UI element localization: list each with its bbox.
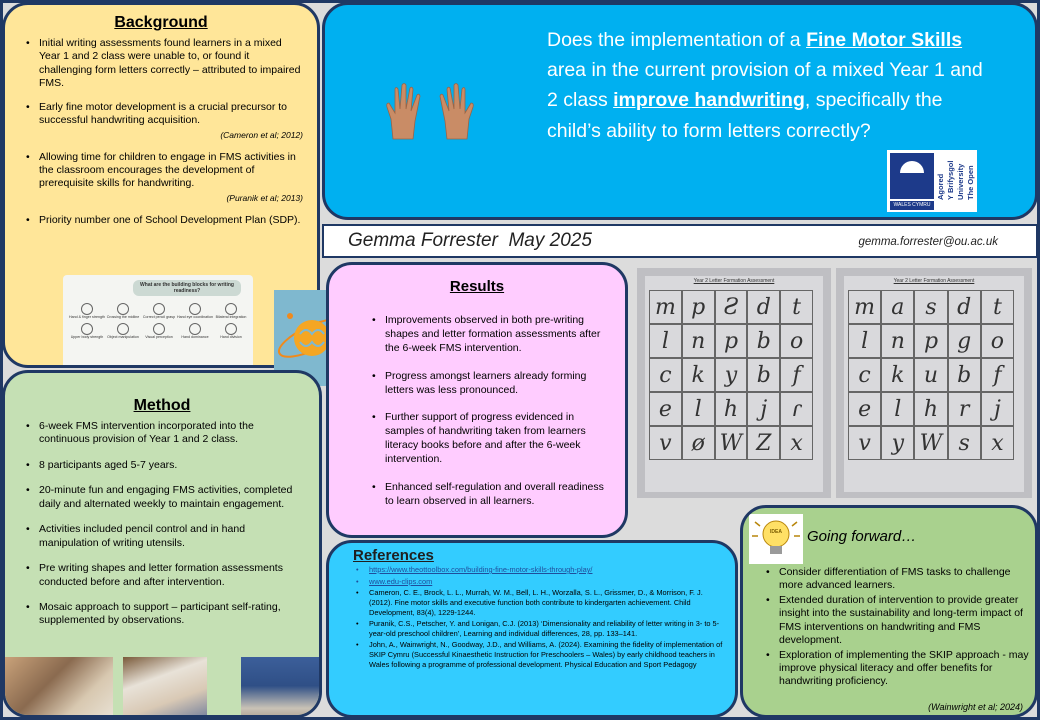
hands-image [385,81,475,141]
references-title: References [353,547,434,564]
letter-cell: m [649,290,682,324]
research-question: Does the implementation of a Fine Motor Skills area in the current provision of a mixed Year 1 and 2 class improve handwriting, specifically the child’s ability to form letters correctly? [547,29,983,142]
writing-readiness-infographic [63,275,253,368]
reference-link[interactable]: • https://www.theottoolbox.com/building-fine-motor-skills-through-play/ [353,565,723,575]
letter-cell: l [682,392,715,426]
letter-cell: j [747,392,780,426]
letter-cell: b [747,358,780,392]
letter-cell: f [981,358,1014,392]
letter-cell: l [881,392,914,426]
letter-cell: f [780,358,813,392]
method-list [5,420,319,628]
handwriting-sample-after [836,268,1032,498]
letter-cell: c [649,358,682,392]
citation-puranik: (Puranik et al; 2013) [226,192,303,203]
infographic-title: What are the building blocks for writing readiness? [133,280,241,296]
letter-cell: o [780,324,813,358]
letter-cell: p [682,290,715,324]
reference-item: • Puranik, C.S., Petscher, Y. and Lonigan, C.J. (2013) ‘Dimensionality and reliability of letter writing in 3- to 5-year-old preschool children’, Learning and individual differences, 28, pp. 133–141. [353,619,723,638]
ou-shield-icon [890,153,934,199]
results-list [329,313,625,508]
letter-cell: b [948,358,981,392]
letter-cell: W [715,426,748,460]
letter-cell: h [715,392,748,426]
infographic-item: Correct pencil grasp [141,303,177,319]
references-list [329,565,735,669]
infographic-item: Bilateral integration [213,303,249,319]
letter-cell: a [881,290,914,324]
logo-text: Y Brifysgol [946,160,955,200]
method-title: Method [133,397,191,414]
logo-text: The Open [966,165,975,200]
results-title: Results [449,278,505,295]
method-item: • 20-minute fun and engaging FMS activities, completed daily and alternated weekly to maintain engagement. [23,484,307,511]
letter-cell: s [948,426,981,460]
letter-cell: s [914,290,947,324]
letter-cell: g [948,324,981,358]
infographic-item: Hand division [213,323,249,339]
going-forward-panel [740,505,1038,718]
letter-cell: Ƨ [715,290,748,324]
reference-item: • Cameron, C. E., Brock, L. L., Murrah, W. M., Bell, L. H., Worzalla, S. L., Grissmer, D., & Morrison, F. J. (2012). Fine motor skills and executive function both contribute to kindergarten achievement. Child Development, 83(4), 1229-1244. [353,588,723,617]
background-item: • Early fine motor development is a crucial precursor to successful handwriting acquisition. (Cameron et al; 2012) [23,101,303,141]
letter-cell: y [715,358,748,392]
letter-cell: y [881,426,914,460]
results-item: • Further support of progress evidenced in samples of handwriting taken from learners literacy books before and after the 6-week intervention. [369,410,607,467]
going-forward-item: • Extended duration of intervention to provide greater insight into the sustainability and long-term impact of FMS interventions on handwriting and FMS development. [763,594,1035,647]
activity-photo [241,657,322,718]
letter-cell: e [848,392,881,426]
going-forward-title: Going forward… [807,528,917,545]
letter-cell: k [682,358,715,392]
letter-cell: p [715,324,748,358]
method-item: • Pre writing shapes and letter formation assessments conducted before and after intervention. [23,562,307,589]
letter-cell: d [747,290,780,324]
method-item: • Activities included pencil control and in hand manipulation of writing utensils. [23,523,307,550]
letter-cell: d [948,290,981,324]
letter-cell: e [649,392,682,426]
letter-cell: o [981,324,1014,358]
infographic-item: Object manipulation [105,323,141,339]
background-panel [2,2,320,368]
letter-cell: t [780,290,813,324]
background-item: • Allowing time for children to engage in FMS activities in the classroom encourages the development of prerequisite skills for handwriting. (Puranik et al; 2013) [23,151,303,204]
infographic-item: Hand eye coordination [177,303,213,319]
infographic-item: Hand & finger strength [69,303,105,319]
author-bar [322,224,1038,258]
author-email[interactable]: gemma.forrester@ou.ac.uk [858,236,998,248]
citation-cameron: (Cameron et al; 2012) [220,129,303,140]
letter-cell: ø [682,426,715,460]
letter-cell: n [881,324,914,358]
letter-cell: m [848,290,881,324]
letter-cell: t [981,290,1014,324]
going-forward-item: • Exploration of implementing the SKIP approach - may improve physical literacy and offer benefits for handwriting proficiency. [763,649,1035,688]
lightbulb-icon [749,514,803,564]
background-title: Background [114,14,208,31]
research-question-panel [322,2,1038,220]
letter-cell: u [914,358,947,392]
letter-cell: x [780,426,813,460]
activity-photo [5,657,113,718]
results-item: • Enhanced self-regulation and overall readiness to learn observed in all learners. [369,480,607,508]
letter-cell: Z [747,426,780,460]
logo-text: University [956,163,965,200]
background-list [5,37,317,227]
sample-title: Year 2 Letter Formation Assessment [893,278,975,284]
method-item: • 8 participants aged 5-7 years. [23,459,307,472]
method-item: • 6-week FMS intervention incorporated into the continuous provision of Year 1 and 2 class. [23,420,307,447]
letter-cell: v [649,426,682,460]
results-panel [326,262,628,538]
background-item: • Initial writing assessments found learners in a mixed Year 1 and 2 class were unable to, or found it challenging form letters correctly – attributed to impaired FMS. [23,37,303,91]
infographic-item: Crossing the midline [105,303,141,319]
infographic-item: Visual perception [141,323,177,339]
reference-item: • John, A., Wainwright, N., Goodway, J.D., and Williams, A. (2024). Examining the fidelity of implementation of SKIP Cymru (Successful Kinaesthetic Instruction for Preschoolers – Wales) by early childhood teachers in Wales following a programme of professional development. Physical Education and Sport Pedagogy [353,640,723,669]
infographic-item: Upper body strength [69,323,105,339]
letter-cell: h [914,392,947,426]
results-item: • Improvements observed in both pre-writing shapes and letter formation assessments after the 6-week FMS intervention. [369,313,607,356]
method-panel [2,370,322,718]
open-university-logo [887,150,977,212]
results-item: • Progress amongst learners already forming letters was less pronounced. [369,369,607,397]
infographic-item: Hand dominance [177,323,213,339]
logo-footer: WALES CYMRU [890,201,934,210]
references-panel [326,540,738,718]
letter-cell: c [848,358,881,392]
reference-link[interactable]: • www.edu-clips.com [353,577,723,587]
citation-wainwright: (Wainwright et al; 2024) [928,702,1023,712]
going-forward-item: • Consider differentiation of FMS tasks to challenge more advanced learners. [763,566,1035,592]
letter-cell: b [747,324,780,358]
letter-cell: p [914,324,947,358]
letter-cell: r [948,392,981,426]
letter-cell: x [981,426,1014,460]
going-forward-list [763,566,1035,690]
handwriting-sample-before [637,268,831,498]
activity-photo [123,657,207,718]
background-item: • Priority number one of School Development Plan (SDP). [23,214,303,227]
method-item: • Mosaic approach to support – participant self-rating, supplemented by observations. [23,601,307,628]
letter-cell: k [881,358,914,392]
author-name: Gemma Forrester May 2025 [348,230,592,251]
letter-cell: l [649,324,682,358]
letter-cell: n [682,324,715,358]
letter-cell: W [914,426,947,460]
idea-label: IDEA [770,529,782,535]
sample-title: Year 2 Letter Formation Assessment [693,278,775,284]
letter-cell: l [848,324,881,358]
letter-cell: j [981,392,1014,426]
letter-cell: v [848,426,881,460]
logo-text: Agored [936,173,945,200]
letter-cell: ɾ [780,392,813,426]
